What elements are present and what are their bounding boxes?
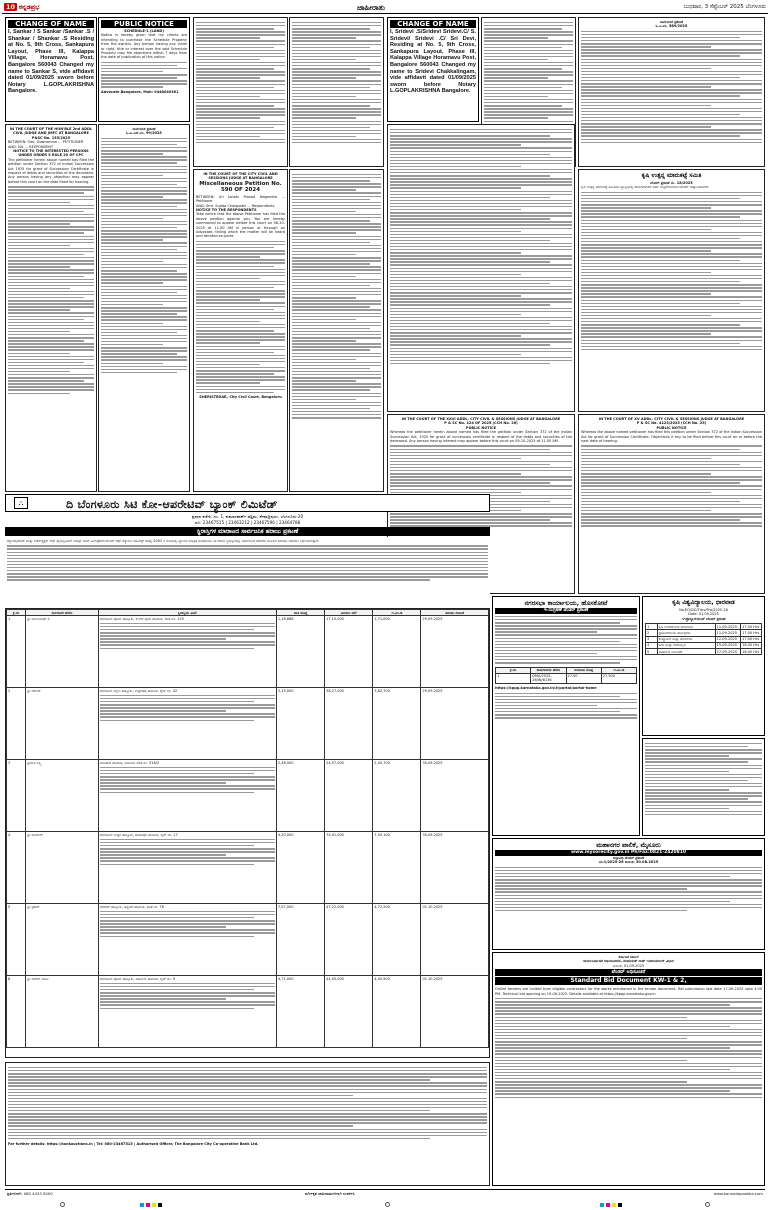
auction-intro <box>5 537 490 605</box>
notice-heading: PUBLIC NOTICE <box>656 425 687 430</box>
notice-case: ಓ.ಎ.ನಂ. 589/2025 <box>655 24 688 29</box>
ad-body: Online tenders are invited from eligible contractors for the works mentioned in the tender document. Bid submission last date 17-09-2025 upto 4.00 PM. Technical bid opening on 19-09-2025. Details available at https://kppp.karnataka.gov.in <box>495 987 762 996</box>
black-swatch-icon <box>158 1203 162 1207</box>
bottom-left: ಪ್ರತಿಗಳಿಗಾಗಿ: 080 4433 5000 <box>7 1191 53 1196</box>
col-header: ಸಾಲಗಾರರ ಹೆಸರು <box>26 610 98 616</box>
hosakote-tender-ad <box>492 596 640 836</box>
ad-subtitle: ಕಾರ್ಯನಿರ್ವಾಹಕ ಅಭಿಯಂತರರು, ಪಂಚಾಯತ್ ರಾಜ್ ಇಂಜಿನಿಯರಿಂಗ್ ವಿಭಾಗ <box>583 959 674 964</box>
notice-body: The petitioner herein above named has filed the petition under Section 372 of Indian Succession Act 1925 for grant of Succession Certificate in respect of debts and securities of the deceased. Any person having any objection may appear before this court on the date fixed for hearing. <box>8 157 94 184</box>
table-row: 4 ಬೀಜ ಮತ್ತು ರಸಗೊಬ್ಬರ 15-09-2025 16.00 Hrs <box>646 642 762 648</box>
court-title: IN THE COURT OF XV ADDL. CITY CIVIL & SESSIONS JUDGE AT BANGALORE <box>598 417 745 421</box>
hosakote-table <box>495 667 637 685</box>
auction-footer <box>5 1062 490 1186</box>
section-title: ಜಾಹೀರಾತು <box>357 3 385 12</box>
case-number: P&SC No. 155/2025 <box>31 135 71 140</box>
table-row: 2 ಶ್ರೀ ರಮೇಶ್ ಬೆಂಗಳೂರು ದಕ್ಷಿಣ ತಾಲ್ಲೂಕು, ಉತ್ತರಹಳ್ಳಿ ಹೋಬಳಿ, ಸೈಟ್ ನಂ. 42 3,15,000 38,27,000 3,82,700 29.09.2025 <box>7 688 489 760</box>
magenta-swatch-icon <box>146 1203 150 1207</box>
ad-title: CHANGE OF NAME <box>8 20 94 28</box>
ad-subtitle: SCHEDULE-1 (LAND) <box>124 29 164 33</box>
ad-ref: No.EO/DO/Tdrs/Pro/2025-26 <box>679 608 728 612</box>
mysore-tender-ad <box>492 838 765 950</box>
kw-tender-ad <box>492 952 765 1186</box>
table-row: 3 ಶ್ರೀಮತಿ ಲಕ್ಷ್ಮಿ ಯಲಹಂಕ ಹೋಬಳಿ, ಬಿಬಿಎಂಪಿ ಖಾತೆ ನಂ. 318/2 2,48,500 24,57,000 2,45,700 30.09.2025 <box>7 760 489 832</box>
col-header: ಬಾಕಿ ಮೊತ್ತ <box>276 610 324 616</box>
page-number: 10 <box>6 3 16 11</box>
page-date: ಬುಧವಾರ, 3 ಸೆಪ್ಟೆಂಬರ್ 2025 ಬೆಂಗಳೂರು <box>683 4 766 10</box>
kw-small-notice <box>642 738 765 836</box>
registration-mark-icon <box>705 1202 710 1207</box>
case-and: AND: Smt. Sujata Chalapathi ... Respondents <box>196 203 275 208</box>
notice-body: Whereas the above named petitioner has filed this petition under Section 372 of the Indian Succession Act for grant of Succession Certificate. Objections if any to be filed before this court on or before the next date of hearing. <box>581 430 762 444</box>
ad-subtitle: ಇ-ಪ್ರೊಕ್ಯೂರ್‌ಮೆಂಟ್ ಟೆಂಡರ್ ಪ್ರಕಟಣೆ <box>681 616 726 621</box>
paper-logo <box>4 3 40 11</box>
kannada-notice-ad <box>98 124 190 492</box>
court-title: IN THE COURT OF THE CITY CIVIL AND SESSIONS JUDGE AT BANGALORE <box>203 172 278 181</box>
col-header: ಇ.ಎಂ.ಡಿ <box>373 610 421 616</box>
notice-body: Take notice that the above Petitioner has filed the above petition against you. You are hereby summoned to appear before this court on 08-10-2025 at 11.00 AM in person or through an Advocate, failing which the matter will be heard and decided ex-parte. <box>196 212 285 239</box>
notice-heading: NOTICE TO THE INTERESTED PERSONS UNDER ORDER 5 RULE 20 OF CPC <box>13 149 89 158</box>
agri-market-ad <box>578 169 765 412</box>
ad-body: ಕೃಷಿ ಉತ್ಪನ್ನ ಮಾರುಕಟ್ಟೆ ಸಮಿತಿಯ ವ್ಯಾಪ್ತಿಯಲ್ಲಿ ಕಾಮಗಾರಿಗಳಿಗೆ ಅರ್ಹ ಗುತ್ತಿಗೆದಾರರಿಂದ ಟೆಂಡರ್ ಆಹ್ವಾನಿಸಲಾಗಿದೆ. <box>581 185 710 190</box>
ad-subtitle: ಇ-ಸಂಗ್ರಹಣೆ ಟೆಂಡರ್ ಪ್ರಕಟಣೆ <box>495 608 637 614</box>
bottom-mid: ವರ್ಗೀಕೃತ ಜಾಹೀರಾತುಗಳಿಗಾಗಿ ಸಂಪರ್ಕಿಸಿ <box>305 1191 355 1196</box>
ad-banner-1: ಟೆಂಡರ್ ಅಧಿಸೂಚನೆ <box>495 969 762 976</box>
bank-name: ದಿ ಬೆಂಗಳೂರು ಸಿಟಿ ಕೋ-ಆಪರೇಟಿವ್ ಬ್ಯಾಂಕ್ ಲಿಮಿಟೆಡ್ <box>66 498 278 511</box>
ad-body: I, Sankar / S Sankar /Sankar .S / Shankar / Shankar .S Residing at No. 5, 9th Cross, Sankapura Layout, Phase III, Kalappa Village, Horamavu Post, Bangalore 560043 Changed my name to Sankar S, vide affidavit dated 01/09/2025 sworn before Notary L.GOPLAKRISHNA Bangalore. <box>8 29 94 95</box>
notice-title: ಸಾರ್ವಜನಿಕ ಪ್ರಕಟಣೆ <box>132 127 156 131</box>
magenta-swatch-icon <box>606 1203 610 1207</box>
ad-body: Notice is hereby given that my clients are intending to purchase the Schedule Property from the owners. Any person having any claim or right, title or interest over the said Schedule Property may file objections within 7 days from the date of publication of this notice. <box>101 33 187 60</box>
auction-intro-text: ಸೆಕ್ಯುರಿಟೈಸೇಶನ್ ಮತ್ತು ರೀಕನ್‌ಸ್ಟ್ರಕ್ಷನ್ ಆಫ್ ಫೈನಾನ್ಷಿಯಲ್ ಅಸೆಟ್ಸ್ ಅಂಡ್ ಎನ್‌ಫೋರ್ಸ್‌ಮೆಂಟ್ ಆಫ್ ಸೆಕ್ಯುರಿಟಿ ಇಂಟರೆಸ್ಟ್ ಕಾಯ್ದೆ 2002 ರ ಅಡಿಯಲ್ಲಿ ಬ್ಯಾಂಕಿನ ಅಧಿಕೃತ ಅಧಿಕಾರಿಯು ಈ ಕೆಳಗಿನ ಸ್ಥಿರಾಸ್ತಿಗಳನ್ನು ಸಾರ್ವಜನಿಕ ಹರಾಜಿನ ಮೂಲಕ ಮಾರಾಟ ಮಾಡಲು ನಿರ್ಧರಿಸಿರುತ್ತಾರೆ. <box>7 539 320 543</box>
ad-date: ದಿನಾಂಕ: 01-09-2025 <box>612 963 645 968</box>
kannada-notice-col4-mid <box>289 169 384 492</box>
table-row: 1 ಕೃಷಿ ಉಪಕರಣಗಳ ಸರಬರಾಜು 11-09-2025 17.00 Hrs <box>646 624 762 630</box>
table-row: 5 ಶ್ರೀ ಪ್ರಕಾಶ್ ಆನೇಕಲ್ ತಾಲ್ಲೂಕು, ಅತ್ತಿಬೆಲೆ ಹೋಬಳಿ, ಖಾತೆ ನಂ. 76 7,07,000 47,22,000 4,72,200 01.10.2025 <box>7 904 489 976</box>
kannada-notice-col3-top <box>193 17 288 167</box>
registration-mark-icon <box>385 1202 390 1207</box>
col-header: ಕ್ರ.ಸಂ <box>7 610 26 616</box>
court-title: IN THE COURT OF THE HON'BLE 2nd ADDL CIVIL JUDGE AND JMFC AT BANGALORE <box>9 127 93 136</box>
agri-univ-table <box>645 623 762 655</box>
table-row: 4 ಶ್ರೀ ನಾಗರಾಜ್ ಬೆಂಗಳೂರು ಉತ್ತರ ತಾಲ್ಲೂಕು, ದಾಸನಪುರ ಹೋಬಳಿ, ಸೈಟ್ ನಂ. 17 4,20,000 75,01,000 7,50,100 30.09.2025 <box>7 832 489 904</box>
bank-address: ಪ್ರಧಾನ ಕಚೇರಿ: ನಂ. 1, ಕುಮಾರಪಾರ್ಕ್ ಪಶ್ಚಿಮ, ಶೇಷಾದ್ರಿಪುರಂ, ಬೆಂಗಳೂರು-20 <box>191 514 304 519</box>
bank-logo-icon: ⛬ <box>14 497 28 509</box>
ad-body: I, Sridevi .S/Sridevi Sridevi.C/ S. Sridevi/ Sridevi .C/ Sri Devi, Residing at No. 5, 9th Cross, Sankapura Layout, Phase III, Kalappa Village Horamavu Post, Bangalore 560043 Changed my name to Sridevi Chakkalingam, vide affidavit dated 01/09/2025 sworn before Notary L.GOPLAKRISHNA Bangalore. <box>390 29 476 95</box>
court-notice-ad-3 <box>578 414 765 594</box>
tender-link[interactable]: https://kppp.karnataka.gov.in/#/portal/portal-home <box>495 686 597 691</box>
ad-title: PUBLIC NOTICE <box>101 20 187 28</box>
court-notice-ad-1 <box>5 124 97 492</box>
ad-date: Date: 01.09.2025 <box>688 612 719 617</box>
case-number: Miscellaneous Petition No. 590 OF 2024 <box>199 180 282 194</box>
change-of-name-ad-2 <box>387 17 479 122</box>
page-header <box>2 2 768 14</box>
notice-title: ಸಾರ್ವಜನಿಕ ಪ್ರಕಟಣೆ <box>659 20 684 24</box>
registration-mark-icon <box>60 1202 65 1207</box>
notice-heading: PUBLIC NOTICE <box>466 425 496 430</box>
bottom-right: www.kannadaprabha.com <box>713 1191 763 1196</box>
table-header-row: ಕ್ರ.ಸಂ ಕಾಮಗಾರಿಯ ಹೆಸರು ಅಂದಾಜು ಮೊತ್ತ ಇ.ಎಂ.ಡಿ <box>496 667 637 673</box>
auction-title: ಸ್ಥಿರಾಸ್ತಿಗಳ ಮಾರಾಟದ ಸಾರ್ವಜನಿಕ ಹರಾಜು ಪ್ರಕಟಣೆ <box>5 527 490 536</box>
ad-signature: Advocate Bangalore, Mob: 9448040301 <box>101 89 179 94</box>
print-registration-marks <box>0 1202 770 1208</box>
auction-table-wrap <box>5 608 490 1058</box>
public-notice-ad-1 <box>98 17 190 122</box>
case-and: AND: NIL ... RESPONDENT <box>8 144 54 149</box>
case-number: P & SC No. 4123/2025 (CCH No. 25) <box>636 421 707 426</box>
notice-sign: SHERISTEDAR, City Civil Court, Bengaluru <box>199 395 282 400</box>
ad-title: ಕೃಷಿ ಉತ್ಪನ್ನ ಮಾರುಕಟ್ಟೆ ಸಮಿತಿ <box>641 172 702 179</box>
ad-ref: ಟೆಂಡರ್ ಪ್ರಕಟಣೆ ನಂ. 18/2025 <box>650 181 693 185</box>
bank-banner <box>5 494 490 512</box>
col-header: ಹರಾಜು ದಿನಾಂಕ <box>421 610 489 616</box>
kannada-notice-col4-top <box>289 17 384 167</box>
yellow-swatch-icon <box>612 1203 616 1207</box>
ad-title: CHANGE OF NAME <box>390 20 476 28</box>
case-between: BETWEEN: Sri Janaki Prasad Nagendra ... Petitioner <box>196 194 285 204</box>
ad-title: ಕೃಷಿ ವಿಶ್ವವಿದ್ಯಾಲಯ, ಧಾರವಾಡ <box>672 599 735 606</box>
kannada-notice-col5-mid <box>387 124 575 412</box>
ad-url[interactable]: www.mysorecity.gov.in Ph/Fax:0821-2420810 <box>495 850 762 856</box>
ad-ref: ನಂ:1/2025-26 ದಿನಾಂಕ: 30.08.2025 <box>598 860 659 865</box>
right-top-notice <box>578 17 765 167</box>
change-of-name-ad-1 <box>5 17 97 122</box>
ad-subtitle: ಅಲ್ಪಾವಧಿ ಟೆಂಡರ್ ಪ್ರಕಟಣೆ <box>612 856 645 860</box>
cyan-swatch-icon <box>600 1203 604 1207</box>
cyan-swatch-icon <box>140 1203 144 1207</box>
ad-title: ಕರ್ನಾಟಕ ಸರ್ಕಾರ <box>618 955 639 959</box>
black-swatch-icon <box>618 1203 622 1207</box>
notice-body: Whereas the petitioner herein above named has filed the petition under Section 372 of the Indian Succession Act, 1925 for grant of succession certificate in respect of the debts and securities of the deceased. Any person having interest may appear before this court on 09-10-2025 at 11.00 AM. <box>390 430 572 444</box>
table-row: 3 ಕಂಪ್ಯೂಟರ್ ಮತ್ತು ಪರಿಕರಗಳು 12-09-2025 17.00 Hrs <box>646 636 762 642</box>
agri-univ-ad <box>642 596 765 736</box>
table-row: 1 DMA/2025-26/IN/8136 27.00 27,500 <box>496 673 637 683</box>
case-number: P & SC No. 124 OF 2025 (CCH No. 26) <box>444 421 518 426</box>
paper-name: ಕನ್ನಡಪ್ರಭ <box>19 3 40 11</box>
case-between: BETWEEN: Smt. Gowramma ... PETITIONER <box>8 140 84 145</box>
bottom-strip <box>5 1189 765 1197</box>
table-row: 5 ವಾಹನಗಳ ನಿರ್ವಹಣೆ 17-09-2025 16.00 Hrs <box>646 649 762 655</box>
ad-banner-2: Standard Bid Document KW-1 & 2, <box>495 977 762 985</box>
misc-petition-ad <box>193 169 288 492</box>
auction-table <box>6 609 489 1048</box>
table-row: 1 ಶ್ರೀ ಮಂಜುನಾಥ್ ಕೆ. ಬೆಂಗಳೂರು ಪೂರ್ವ ತಾಲ್ಲೂಕು, ಕೆ.ಆರ್.ಪುರಂ ಹೋಬಳಿ, ಖಾತೆ ನಂ. 125 1,16,686 17,10,000 1,71,000 29.09.2025 <box>7 616 489 688</box>
court-title: IN THE COURT OF THE XXVI ADDL. CITY CIVIL & SESSIONS JUDGE AT BANGALORE <box>401 417 561 421</box>
notice-case: ಓ.ಎ.ಎಸ್.ನಂ. 99/2025 <box>126 131 162 136</box>
bank-phones: ದೂ: 23467515 | 23463212 | 23467596 | 23464788 <box>194 520 301 525</box>
col-header: ಸ್ಥಿರಾಸ್ತಿಯ ವಿವರ <box>98 610 276 616</box>
col-header: ಮೀಸಲು ಬೆಲೆ <box>325 610 373 616</box>
table-row: 2 ಪ್ರಯೋಗಾಲಯ ಸಾಮಗ್ರಿಗಳು 11-09-2025 17.00 Hrs <box>646 630 762 636</box>
ad-title: ಮಹಾನಗರ ಪಾಲಿಕೆ, ಮೈಸೂರು <box>596 841 661 849</box>
table-row: 6 ಶ್ರೀ ಸುರೇಶ್ ಬಾಬು ಬೆಂಗಳೂರು ಪೂರ್ವ ತಾಲ್ಲೂಕು, ವರ್ತೂರು ಹೋಬಳಿ, ಸೈಟ್ ನಂ. 9 4,71,000 44,05,000 4,40,500 01.10.2025 <box>7 976 489 1048</box>
auction-footer-text: For further details: https://bankauctions.in | Tel: 080-23467515 | Authorised Officer, The Bangalore City Co-operative Bank Ltd. <box>8 1142 259 1147</box>
notice-heading: NOTICE TO THE RESPONDENTS <box>196 208 257 213</box>
ad-title: ನಗರಸಭಾ ಕಾರ್ಯಾಲಯ, ಹೊಸಕೋಟೆ <box>524 599 608 607</box>
yellow-swatch-icon <box>152 1203 156 1207</box>
